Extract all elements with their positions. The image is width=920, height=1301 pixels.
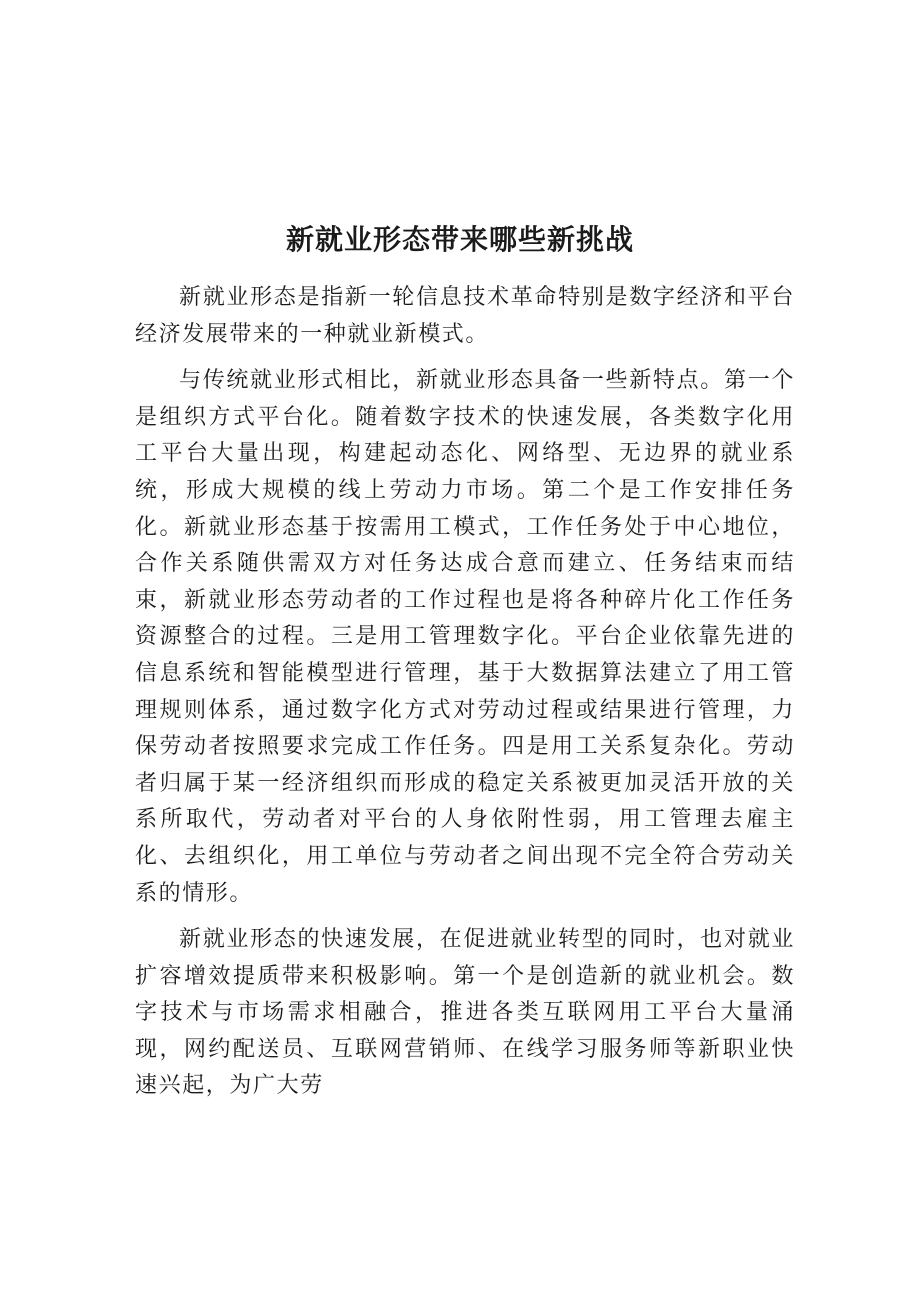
paragraph-characteristics: 与传统就业形式相比，新就业形态具备一些新特点。第一个是组织方式平台化。随着数字技术的快速发展，各类数字化用工平台大量出现，构建起动态化、网络型、无边界的就业系统，形成大规模的线上劳动力市场。第二个是工作安排任务化。新就业形态基于按需用工模式，工作任务处于中心地位，合作关系随供需双方对任务达成合意而建立、任务结束而结束，新就业形态劳动者的工作过程也是将各种碎片化工作任务资源整合的过程。三是用工管理数字化。平台企业依靠先进的信息系统和智能模型进行管理，基于大数据算法建立了用工管理规则体系，通过数字化方式对劳动过程或结果进行管理，力保劳动者按照要求完成工作任务。四是用工关系复杂化。劳动者归属于某一经济组织而形成的稳定关系被更加灵活开放的关系所取代，劳动者对平台的人身依附性弱，用工管理去雇主化、去组织化，用工单位与劳动者之间出现不完全符合劳动关系的情形。 (135, 368, 795, 906)
paragraph-definition: 新就业形态是指新一轮信息技术革命特别是数字经济和平台经济发展带来的一种就业新模式。 (135, 285, 795, 347)
document-title: 新就业形态带来哪些新挑战 (285, 223, 634, 256)
paragraph-impact: 新就业形态的快速发展，在促进就业转型的同时，也对就业扩容增效提质带来积极影响。第一个是创造新的就业机会。数字技术与市场需求相融合，推进各类互联网用工平台大量涌现，网约配送员、互联网营销师、在线学习服务师等新职业快速兴起，为广大劳 (135, 927, 795, 1099)
document-body (135, 280, 795, 1115)
